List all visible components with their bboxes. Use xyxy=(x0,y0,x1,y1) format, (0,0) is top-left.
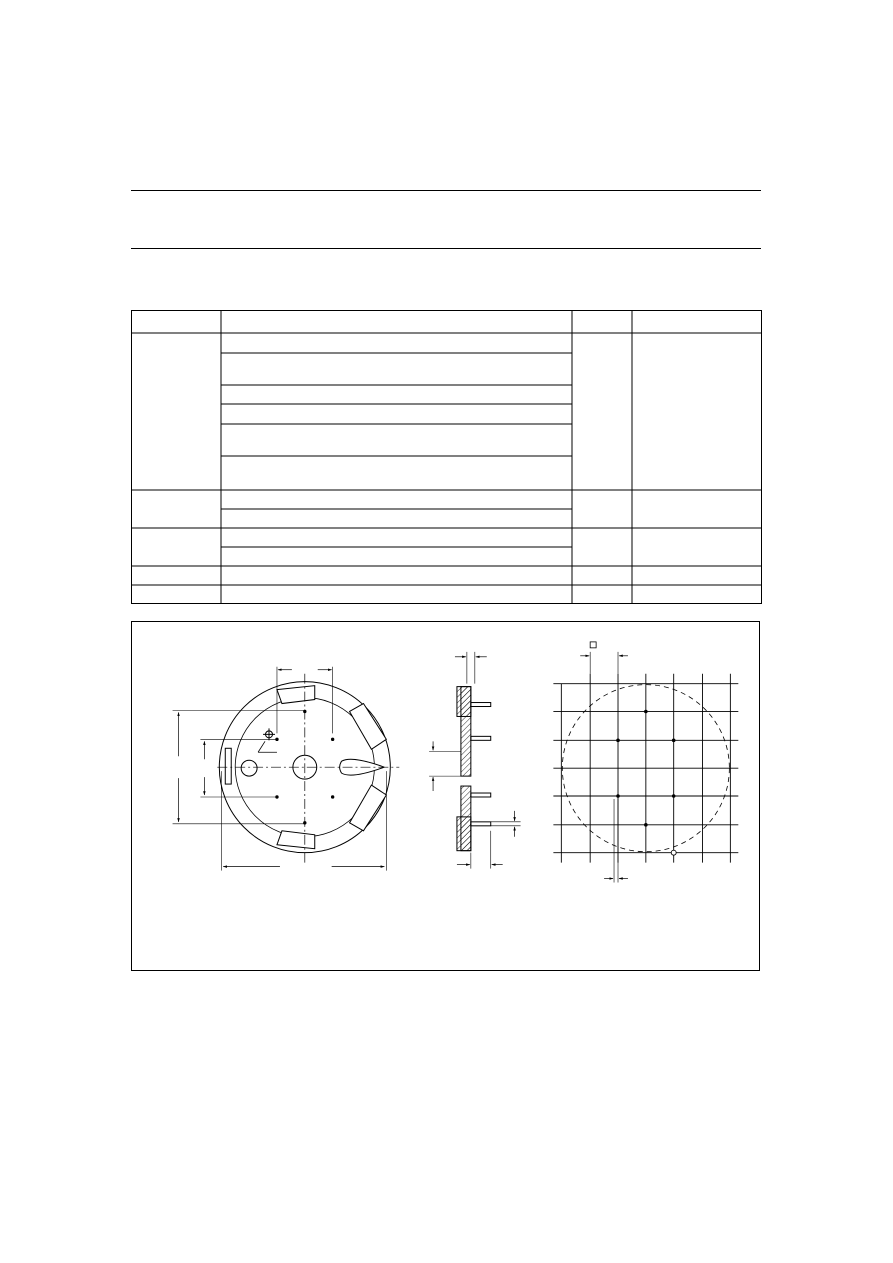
grid-square-symbol xyxy=(590,642,596,648)
pin-dot xyxy=(331,738,333,740)
grid-lines xyxy=(553,674,738,863)
section-flange-top xyxy=(457,687,471,717)
pin-dot xyxy=(331,796,333,798)
header-top-rule xyxy=(131,190,761,191)
pin xyxy=(471,793,491,797)
side-section-view xyxy=(429,652,520,869)
hole-open-circle xyxy=(671,850,676,855)
spec-table xyxy=(131,310,762,604)
clip-top xyxy=(277,686,315,704)
table-outline xyxy=(132,311,762,604)
front-view xyxy=(173,667,400,871)
technical-drawing xyxy=(132,622,759,970)
clip-lower-right xyxy=(350,785,387,831)
pin xyxy=(471,703,491,707)
pin xyxy=(471,822,491,826)
clip-bottom xyxy=(277,831,315,849)
grid-hole-pattern xyxy=(553,642,738,883)
pin xyxy=(471,736,491,740)
tab-left xyxy=(225,748,231,784)
header-bottom-rule xyxy=(131,248,761,249)
drawing-frame xyxy=(131,621,760,971)
clip-upper-right xyxy=(350,704,387,750)
small-hole xyxy=(241,760,257,776)
section-flange-bottom xyxy=(457,817,471,851)
